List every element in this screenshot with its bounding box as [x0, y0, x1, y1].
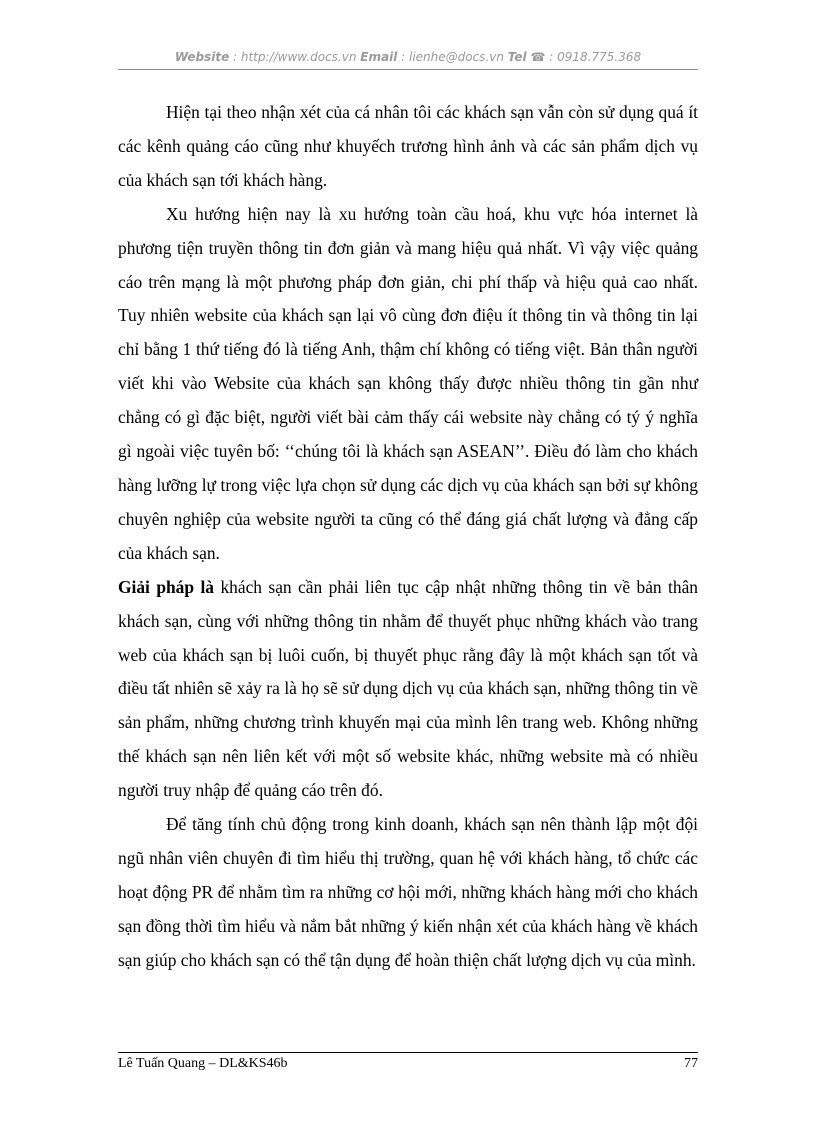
solution-heading: Giải pháp là [118, 576, 215, 597]
paragraph-1: Hiện tại theo nhận xét của cá nhân tôi các khách sạn vẫn còn sử dụng quá ít các kênh quảng cáo cũng như khuyếch trương hình ảnh và các sản phẩm dịch vụ của khách sạn tới khách hàng. [118, 102, 698, 190]
paragraph-3 [118, 571, 698, 808]
footer-divider [118, 1052, 698, 1053]
website-url[interactable]: : http://www.docs.vn [229, 50, 361, 64]
tel-label: Tel [507, 50, 527, 64]
phone-icon: ☎ [530, 50, 546, 64]
page-number: 77 [684, 1056, 698, 1071]
paragraph-3-text: khách sạn cần phải liên tục cập nhật những thông tin về bản thân khách sạn, cùng với những thông tin nhằm để thuyết phục những khách vào trang web của khách sạn bị luôi cuốn, bị thuyết phục rằng đây là một khách sạn tốt và điều tất nhiên sẽ xảy ra là họ sẽ sử dụng dịch vụ của khách sạn, những thông tin về sản phẩm, những chương trình khuyến mại của mình lên trang web. Không những thế khách sạn nên liên kết với một số website khác, những website mà có nhiều người truy nhập để quảng cáo trên đó. [118, 576, 699, 801]
header-divider [118, 69, 698, 70]
document-body [118, 96, 698, 978]
email-label: Email [360, 50, 398, 64]
tel-number: : 0918.775.368 [545, 50, 642, 64]
email-address[interactable]: : lienhe@docs.vn [397, 50, 508, 64]
footer-author: Lê Tuấn Quang – DL&KS46b [118, 1056, 288, 1071]
page-header [118, 50, 698, 64]
paragraph-2: Xu hướng hiện nay là xu hướng toàn cầu hoá, khu vực hóa internet là phương tiện truyền thông tin đơn giản và mang hiệu quả nhất. Vì vậy việc quảng cáo trên mạng là một phương pháp đơn giản, chi phí thấp và hiệu quả cao nhất. Tuy nhiên website của khách sạn lại vô cùng đơn điệu ít thông tin và thông tin lại chỉ bằng 1 thứ tiếng đó là tiếng Anh, thậm chí không có tiếng việt. Bản thân người viết khi vào Website của khách sạn không thấy được nhiều thông tin gần như chẳng có gì đặc biệt, người viết bài cảm thấy cái website này chẳng có tý ý nghĩa gì ngoài việc tuyên bố: ‘‘chúng tôi là khách sạn ASEAN’’. Điều đó làm cho khách hàng lưỡng lự trong việc lựa chọn sử dụng các dịch vụ của khách sạn bởi sự không chuyên nghiệp của website người ta cũng có thể đáng giá chất lượng và đẳng cấp của khách sạn. [118, 203, 698, 563]
paragraph-4: Để tăng tính chủ động trong kinh doanh, khách sạn nên thành lập một đội ngũ nhân viên chuyên đi tìm hiểu thị trường, quan hệ với khách hàng, tổ chức các hoạt động PR để nhằm tìm ra những cơ hội mới, những khách hàng mới cho khách sạn đồng thời tìm hiểu và nắm bắt những ý kiến nhận xét của khách hàng về khách sạn giúp cho khách sạn có thể tận dụng để hoàn thiện chất lượng dịch vụ của mình. [118, 814, 698, 970]
website-label: Website [174, 50, 230, 64]
